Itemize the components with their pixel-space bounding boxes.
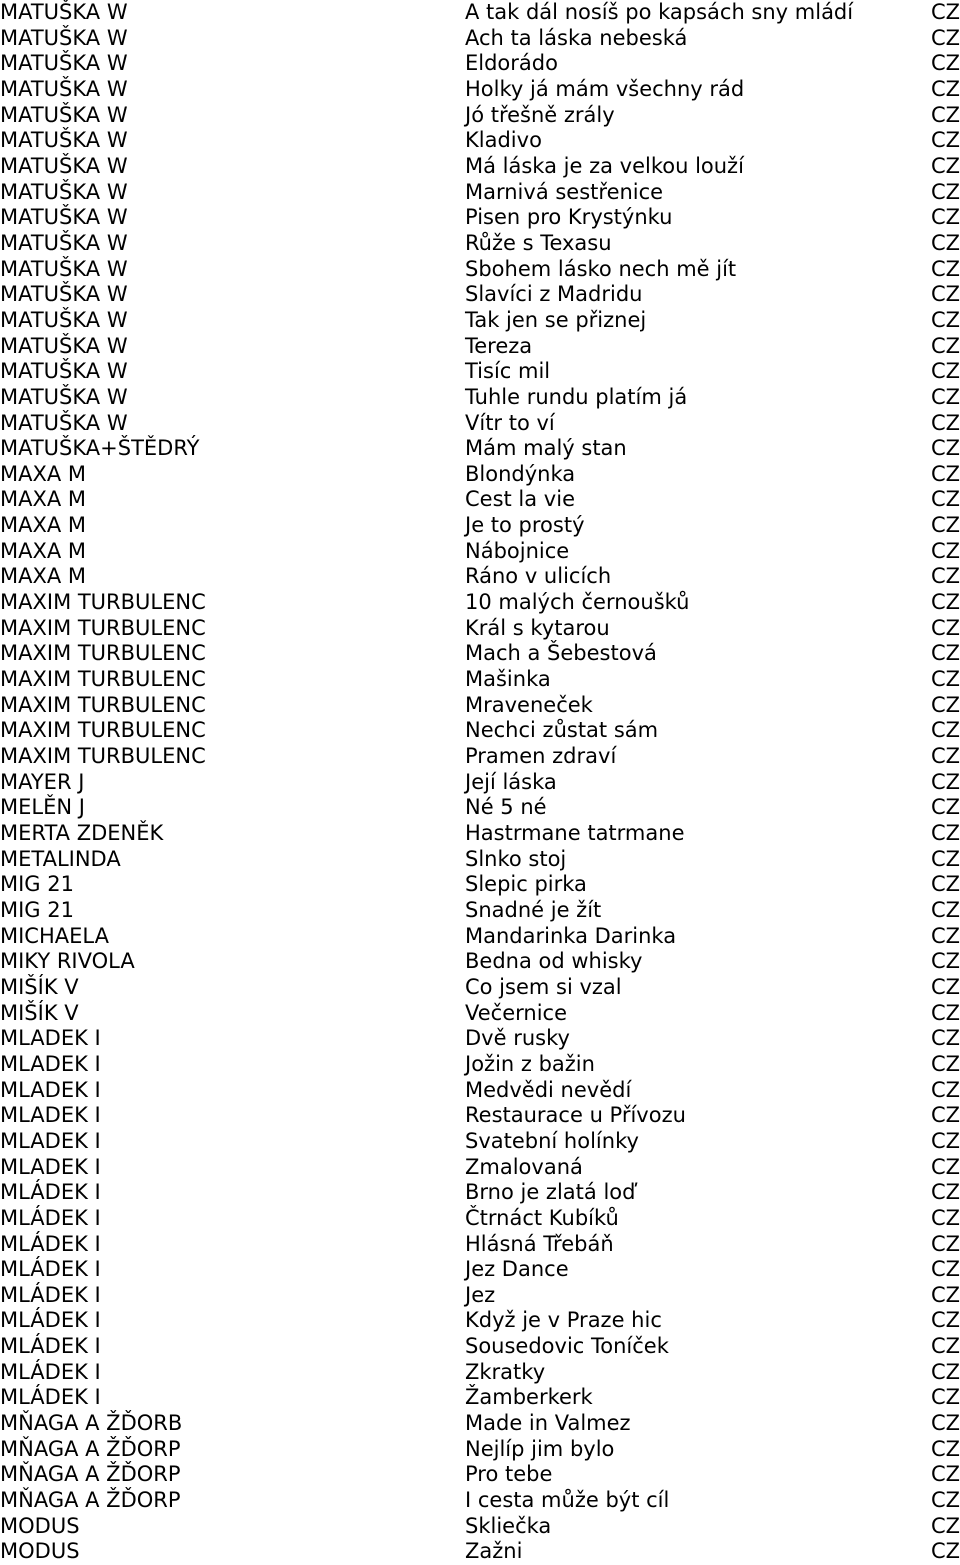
table-row [0,385,960,411]
artist-cell: MELĚN J [0,795,85,820]
artist-cell: MATUŠKA+ŠTĚDRÝ [0,436,200,461]
table-row [0,257,960,283]
artist-cell: MLADEK I [0,1077,101,1102]
table-row [0,1129,960,1155]
song-title-cell: Restaurace u Přívozu [465,1103,686,1128]
song-title-cell: Ráno v ulicích [465,564,612,589]
artist-cell: MATUŠKA W [0,128,128,153]
artist-cell: MIG 21 [0,872,74,897]
artist-cell: MŇAGA A ŽĎORP [0,1488,181,1513]
artist-cell: MATUŠKA W [0,25,128,50]
artist-cell: MODUS [0,1539,80,1564]
country-cell: CZ [930,538,960,563]
song-title-cell: Jožin z bažin [465,1051,595,1076]
song-title-cell: Skliečka [465,1513,552,1538]
table-row [0,1206,960,1232]
artist-cell: MAXA M [0,538,87,563]
artist-cell: MATUŠKA W [0,230,128,255]
artist-cell: MLÁDEK I [0,1205,101,1230]
table-row [0,667,960,693]
artist-cell: MLÁDEK I [0,1334,101,1359]
song-title-cell: Mach a Šebestová [465,641,657,666]
country-cell: CZ [930,564,960,589]
table-row [0,1385,960,1411]
country-cell: CZ [930,1103,960,1128]
artist-cell: MAXIM TURBULENC [0,667,206,692]
artist-cell: MIŠÍK V [0,1000,79,1025]
song-title-cell: Cest la vie [465,487,575,512]
song-title-cell: Pisen pro Krystýnku [465,205,673,230]
table-row [0,411,960,437]
song-title-cell: Růže s Texasu [465,230,612,255]
artist-cell: MLADEK I [0,1128,101,1153]
table-row [0,975,960,1001]
country-cell: CZ [930,487,960,512]
table-row [0,154,960,180]
country-cell: CZ [930,1539,960,1564]
artist-cell: MLÁDEK I [0,1180,101,1205]
country-cell: CZ [930,1154,960,1179]
table-row [0,1411,960,1437]
country-cell: CZ [930,1411,960,1436]
artist-cell: MLÁDEK I [0,1385,101,1410]
artist-cell: MLÁDEK I [0,1359,101,1384]
song-title-cell: Když je v Praze hic [465,1308,662,1333]
table-row [0,308,960,334]
artist-cell: MAXIM TURBULENC [0,718,206,743]
country-cell: CZ [930,76,960,101]
table-row [0,924,960,950]
song-title-cell: Pramen zdraví [465,744,617,769]
country-cell: CZ [930,667,960,692]
country-cell: CZ [930,436,960,461]
table-row [0,744,960,770]
song-title-cell: Nábojnice [465,538,570,563]
song-title-cell: I cesta může být cíl [465,1488,670,1513]
artist-cell: MICHAELA [0,923,109,948]
table-row [0,770,960,796]
country-cell: CZ [930,821,960,845]
artist-cell: MIG 21 [0,897,74,922]
country-cell: CZ [930,1231,960,1256]
song-title-cell: Zmalovaná [465,1154,583,1179]
artist-cell: MATUŠKA W [0,359,128,384]
table-row [0,564,960,590]
country-cell: CZ [930,1462,960,1487]
song-title-cell: Né 5 né [465,795,547,820]
artist-cell: MATUŠKA W [0,179,128,204]
country-cell: CZ [930,1488,960,1513]
song-title-cell: Tisíc mil [465,359,551,384]
song-title-cell: Slepic pirka [465,872,587,897]
country-cell: CZ [930,230,960,255]
table-row [0,1360,960,1386]
country-cell: CZ [930,1436,960,1461]
song-title-cell: Snadné je žít [465,897,602,922]
country-cell: CZ [930,641,960,666]
table-row [0,1026,960,1052]
country-cell: CZ [930,513,960,538]
country-cell: CZ [930,769,960,794]
country-cell: CZ [930,410,960,435]
artist-cell: MATUŠKA W [0,384,128,409]
artist-cell: MATUŠKA W [0,153,128,178]
song-title-cell: Nejlíp jim bylo [465,1436,615,1461]
song-title-cell: Vítr to ví [465,410,555,435]
artist-cell: MIKY RIVOLA [0,949,135,974]
artist-cell: MATUŠKA W [0,307,128,332]
table-row [0,1488,960,1514]
song-title-cell: A tak dál nosíš po kapsách sny mládí [465,0,854,24]
country-cell: CZ [930,1308,960,1333]
country-cell: CZ [930,102,960,127]
song-title-cell: Svatební holínky [465,1128,639,1153]
table-row [0,282,960,308]
song-title-cell: Dvě rusky [465,1026,570,1051]
song-title-cell: Mašinka [465,667,551,692]
artist-cell: MATUŠKA W [0,76,128,101]
artist-cell: MAXIM TURBULENC [0,590,206,615]
song-title-cell: Hlásná Třebáň [465,1231,614,1256]
artist-cell: MATUŠKA W [0,282,128,307]
table-row [0,872,960,898]
table-row [0,1283,960,1309]
song-title-cell: Medvědi nevědí [465,1077,632,1102]
table-row [0,1437,960,1463]
country-cell: CZ [930,256,960,281]
table-row [0,616,960,642]
artist-cell: METALINDA [0,846,121,871]
table-row [0,898,960,924]
song-title-cell: 10 malých černoušků [465,590,690,615]
country-cell: CZ [930,615,960,640]
country-cell: CZ [930,179,960,204]
table-row [0,949,960,975]
artist-cell: MATUŠKA W [0,256,128,281]
country-cell: CZ [930,718,960,743]
song-title-cell: Holky já mám všechny rád [465,76,745,101]
artist-cell: MAXIM TURBULENC [0,692,206,717]
table-row [0,0,960,26]
song-title-cell: Co jsem si vzal [465,974,622,999]
table-row [0,103,960,129]
table-row [0,693,960,719]
table-row [0,51,960,77]
artist-cell: MERTA ZDENĚK [0,821,164,845]
table-row [0,1078,960,1104]
table-row [0,180,960,206]
country-cell: CZ [930,0,960,24]
artist-cell: MODUS [0,1513,80,1538]
country-cell: CZ [930,1026,960,1051]
artist-cell: MAXA M [0,461,87,486]
table-row [0,1514,960,1540]
song-title-cell: Slnko stoj [465,846,567,871]
artist-cell: MAYER J [0,769,85,794]
country-cell: CZ [930,205,960,230]
song-title-cell: Pro tebe [465,1462,553,1487]
country-cell: CZ [930,1051,960,1076]
song-title-cell: Tak jen se přiznej [465,307,647,332]
song-title-cell: Bedna od whisky [465,949,643,974]
song-title-cell: Jez [465,1282,496,1307]
table-row [0,436,960,462]
table-row [0,590,960,616]
table-row [0,539,960,565]
table-row [0,718,960,744]
artist-cell: MAXIM TURBULENC [0,615,206,640]
table-row [0,847,960,873]
country-cell: CZ [930,153,960,178]
song-title-cell: Hastrmane tatrmane [465,821,685,845]
country-cell: CZ [930,1205,960,1230]
song-title-cell: Sousedovic Toníček [465,1334,669,1359]
country-cell: CZ [930,307,960,332]
song-title-cell: Blondýnka [465,461,576,486]
song-title-cell: Sbohem lásko nech mě jít [465,256,737,281]
country-cell: CZ [930,846,960,871]
table-row [0,462,960,488]
song-title-cell: Zkratky [465,1359,546,1384]
song-title-cell: Made in Valmez [465,1411,631,1436]
artist-cell: MIŠÍK V [0,974,79,999]
table-row [0,359,960,385]
artist-cell: MŇAGA A ŽĎORP [0,1436,181,1461]
country-cell: CZ [930,1385,960,1410]
table-row [0,821,960,847]
country-cell: CZ [930,974,960,999]
artist-cell: MLÁDEK I [0,1231,101,1256]
song-title-cell: Mandarinka Darinka [465,923,677,948]
song-title-cell: Žamberkerk [465,1385,593,1410]
artist-cell: MŇAGA A ŽĎORP [0,1462,181,1487]
table-row [0,77,960,103]
country-cell: CZ [930,949,960,974]
song-title-cell: Má láska je za velkou louží [465,153,744,178]
country-cell: CZ [930,461,960,486]
country-cell: CZ [930,923,960,948]
song-title-cell: Mám malý stan [465,436,627,461]
song-title-cell: Eldorádo [465,51,558,76]
artist-cell: MLÁDEK I [0,1308,101,1333]
country-cell: CZ [930,333,960,358]
song-title-cell: Král s kytarou [465,615,610,640]
table-row [0,795,960,821]
artist-cell: MATUŠKA W [0,102,128,127]
artist-cell: MLADEK I [0,1026,101,1051]
artist-cell: MATUŠKA W [0,333,128,358]
song-title-cell: Tereza [465,333,533,358]
table-row [0,1308,960,1334]
artist-cell: MAXIM TURBULENC [0,744,206,769]
artist-cell: MATUŠKA W [0,410,128,435]
table-row [0,1232,960,1258]
country-cell: CZ [930,744,960,769]
country-cell: CZ [930,1128,960,1153]
artist-cell: MLADEK I [0,1051,101,1076]
country-cell: CZ [930,590,960,615]
table-row [0,128,960,154]
table-row [0,231,960,257]
country-cell: CZ [930,692,960,717]
table-row [0,513,960,539]
country-cell: CZ [930,1359,960,1384]
table-row [0,487,960,513]
country-cell: CZ [930,359,960,384]
table-row [0,334,960,360]
country-cell: CZ [930,384,960,409]
song-title-cell: Jez Dance [465,1257,569,1282]
artist-cell: MAXA M [0,487,87,512]
song-title-cell: Jó třešně zrály [465,102,615,127]
artist-cell: MATUŠKA W [0,205,128,230]
artist-cell: MAXA M [0,564,87,589]
artist-cell: MATUŠKA W [0,0,128,24]
country-cell: CZ [930,1282,960,1307]
song-title-cell: Brno je zlatá loď [465,1180,636,1205]
song-title-cell: Čtrnáct Kubíků [465,1205,619,1230]
country-cell: CZ [930,1513,960,1538]
country-cell: CZ [930,872,960,897]
song-title-cell: Ach ta láska nebeská [465,25,688,50]
table-row [0,1539,960,1565]
country-cell: CZ [930,1257,960,1282]
country-cell: CZ [930,51,960,76]
artist-cell: MLÁDEK I [0,1282,101,1307]
artist-cell: MAXA M [0,513,87,538]
country-cell: CZ [930,25,960,50]
song-title-cell: Mraveneček [465,692,593,717]
song-title-cell: Marnivá sestřenice [465,179,664,204]
artist-cell: MATUŠKA W [0,51,128,76]
song-title-cell: Slavíci z Madridu [465,282,643,307]
artist-cell: MLADEK I [0,1103,101,1128]
table-row [0,1155,960,1181]
song-title-cell: Večernice [465,1000,567,1025]
song-title-cell: Její láska [465,769,557,794]
song-title-cell: Tuhle rundu platím já [465,384,688,409]
country-cell: CZ [930,1334,960,1359]
country-cell: CZ [930,282,960,307]
country-cell: CZ [930,1000,960,1025]
table-row [0,1052,960,1078]
country-cell: CZ [930,1077,960,1102]
table-row [0,205,960,231]
country-cell: CZ [930,897,960,922]
country-cell: CZ [930,1180,960,1205]
song-title-cell: Kladivo [465,128,542,153]
table-row [0,1103,960,1129]
table-row [0,1257,960,1283]
table-row [0,641,960,667]
artist-cell: MŇAGA A ŽĎORB [0,1411,183,1436]
song-title-cell: Nechci zůstat sám [465,718,659,743]
table-row [0,26,960,52]
country-cell: CZ [930,795,960,820]
table-row [0,1001,960,1027]
table-row [0,1334,960,1360]
artist-cell: MLADEK I [0,1154,101,1179]
artist-cell: MLÁDEK I [0,1257,101,1282]
song-title-cell: Zažni [465,1539,523,1564]
country-cell: CZ [930,128,960,153]
table-row [0,1462,960,1488]
song-title-cell: Je to prostý [465,513,585,538]
table-row [0,1180,960,1206]
artist-cell: MAXIM TURBULENC [0,641,206,666]
